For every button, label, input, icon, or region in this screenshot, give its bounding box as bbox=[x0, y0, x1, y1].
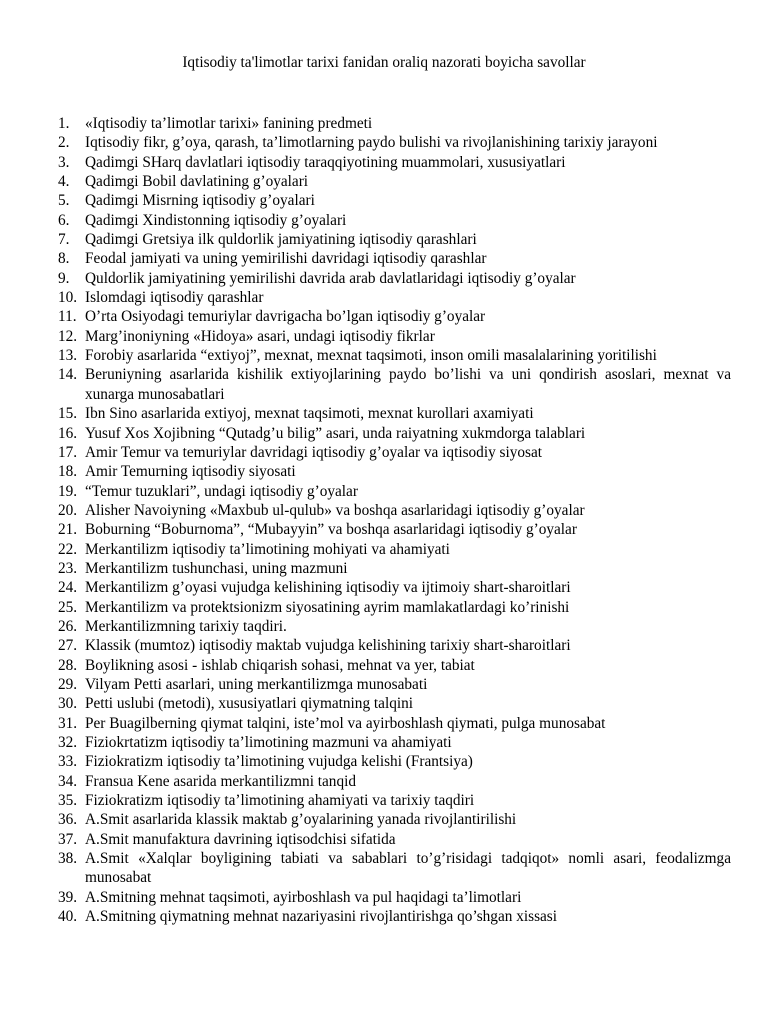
question-text: Marg’inoniyning «Hidoya» asari, undagi iqtisodiy fikrlar bbox=[85, 327, 435, 345]
question-number: 32. bbox=[58, 734, 78, 751]
question-number: 18. bbox=[58, 463, 78, 481]
question-text: “Temur tuzuklari”, undagi iqtisodiy g’oyalar bbox=[85, 482, 358, 500]
question-text: Qadimgi Misrning iqtisodiy g’oyalari bbox=[85, 192, 315, 210]
question-item bbox=[58, 346, 731, 365]
question-list bbox=[58, 114, 731, 926]
question-number: 15. bbox=[58, 405, 78, 423]
question-item bbox=[58, 462, 731, 481]
question-number: 20. bbox=[58, 501, 78, 519]
question-number: 12. bbox=[58, 327, 78, 345]
question-number: 24. bbox=[58, 579, 78, 597]
question-item bbox=[58, 172, 731, 191]
question-text: Fiziokratizm iqtisodiy ta’limotining ahamiyati va tarixiy taqdiri bbox=[85, 792, 475, 810]
question-item bbox=[58, 752, 731, 771]
question-number: 8. bbox=[58, 250, 70, 268]
question-item bbox=[58, 211, 731, 230]
question-number: 10. bbox=[58, 289, 78, 307]
question-item bbox=[58, 153, 731, 172]
question-item bbox=[58, 269, 731, 288]
question-item bbox=[58, 694, 731, 713]
question-text: Fransua Kene asarida merkantilizmni tanqid bbox=[85, 772, 357, 790]
question-item bbox=[58, 810, 731, 829]
question-item bbox=[58, 578, 731, 597]
question-number: 1. bbox=[58, 115, 70, 132]
question-number: 6. bbox=[58, 211, 70, 229]
question-text: Quldorlik jamiyatining yemirilishi davrida arab davlatlaridagi iqtisodiy g’oyalar bbox=[85, 269, 576, 287]
question-number: 27. bbox=[58, 637, 78, 655]
question-item bbox=[58, 830, 731, 849]
question-number: 3. bbox=[58, 153, 70, 171]
question-number: 14. bbox=[58, 366, 78, 384]
question-text: Petti uslubi (metodi), xususiyatlari qiymatning talqini bbox=[85, 695, 414, 713]
document-title: Iqtisodiy ta'limotlar tarixi fanidan oraliq nazorati boyicha savollar bbox=[182, 54, 586, 71]
question-text: Qadimgi Bobil davlatining g’oyalari bbox=[85, 173, 309, 191]
question-item bbox=[58, 888, 731, 907]
question-item bbox=[58, 772, 731, 791]
question-text: Yusuf Xos Xojibning “Qutadg’u bilig” asari, unda raiyatning xukmdorga talablari bbox=[85, 424, 586, 442]
question-item bbox=[58, 114, 731, 133]
question-item bbox=[58, 249, 731, 268]
question-number: 31. bbox=[58, 714, 78, 732]
question-number: 2. bbox=[58, 134, 70, 152]
question-text: Amir Temur va temuriylar davridagi iqtisodiy g’oyalar va iqtisodiy siyosat bbox=[85, 443, 543, 461]
question-text: Vilyam Petti asarlari, uning merkantilizmga munosabati bbox=[85, 675, 428, 693]
question-item bbox=[58, 559, 731, 578]
question-text: A.Smitning qiymatning mehnat nazariyasini rivojlantirishga qo’shgan xissasi bbox=[85, 908, 558, 926]
question-number: 23. bbox=[58, 559, 78, 577]
question-item bbox=[58, 636, 731, 655]
question-item bbox=[58, 327, 731, 346]
question-item bbox=[58, 501, 731, 520]
question-text: Fiziokratizm iqtisodiy ta’limotining vujudga kelishi (Frantsiya) bbox=[85, 753, 473, 771]
question-text: Qadimgi SHarq davlatlari iqtisodiy taraqqiyotining muammolari, xususiyatlari bbox=[85, 153, 566, 171]
question-item bbox=[58, 365, 731, 404]
question-text: A.Smit «Xalqlar boyligining tabiati va sabablari to’g’risidagi tadqiqot» nomli asari, feodalizmga munosabat bbox=[85, 850, 731, 887]
question-number: 11. bbox=[58, 308, 77, 326]
question-item bbox=[58, 443, 731, 462]
question-text: Merkantilizm g’oyasi vujudga kelishining iqtisodiy va ijtimoiy shart-sharoitlari bbox=[85, 579, 571, 597]
question-text: Merkantilizm va protektsionizm siyosatining ayrim mamlakatlardagi ko’rinishi bbox=[85, 598, 570, 616]
question-item bbox=[58, 791, 731, 810]
question-number: 26. bbox=[58, 617, 78, 635]
question-text: Beruniyning asarlarida kishilik extiyojlarining paydo bo’lishi va uni qondirish asoslari, mexnat va xunarga munosabatlari bbox=[85, 366, 731, 403]
question-item bbox=[58, 424, 731, 443]
question-item bbox=[58, 675, 731, 694]
question-item bbox=[58, 191, 731, 210]
question-number: 19. bbox=[58, 482, 78, 500]
question-item bbox=[58, 404, 731, 423]
question-text: A.Smitning mehnat taqsimoti, ayirboshlash va pul haqidagi ta’limotlari bbox=[85, 888, 522, 906]
question-number: 25. bbox=[58, 598, 78, 616]
question-item bbox=[58, 617, 731, 636]
question-text: Merkantilizmning tarixiy taqdiri. bbox=[85, 617, 287, 635]
question-item bbox=[58, 307, 731, 326]
question-text: Ibn Sino asarlarida extiyoj, mexnat taqsimoti, mexnat kurollari axamiyati bbox=[85, 405, 534, 423]
question-text: Forobiy asarlarida “extiyoj”, mexnat, mexnat taqsimoti, inson omili masalalarining yoritilishi bbox=[85, 347, 657, 365]
question-item bbox=[58, 482, 731, 501]
question-number: 17. bbox=[58, 443, 78, 461]
question-item bbox=[58, 288, 731, 307]
question-number: 34. bbox=[58, 772, 78, 790]
question-number: 33. bbox=[58, 753, 78, 771]
question-number: 38. bbox=[58, 850, 78, 868]
question-number: 16. bbox=[58, 424, 78, 442]
question-number: 7. bbox=[58, 231, 70, 249]
question-item bbox=[58, 230, 731, 249]
question-number: 4. bbox=[58, 173, 70, 191]
question-number: 35. bbox=[58, 792, 78, 810]
question-item bbox=[58, 540, 731, 559]
question-number: 29. bbox=[58, 675, 78, 693]
question-item bbox=[58, 656, 731, 675]
question-text: A.Smit manufaktura davrining iqtisodchisi sifatida bbox=[85, 830, 396, 848]
question-text: Fiziokrtatizm iqtisodiy ta’limotining mazmuni va ahamiyati bbox=[85, 734, 452, 751]
question-number: 9. bbox=[58, 269, 70, 287]
question-item bbox=[58, 714, 731, 733]
question-text: Qadimgi Gretsiya ilk quldorlik jamiyatining iqtisodiy qarashlari bbox=[85, 231, 477, 249]
question-number: 37. bbox=[58, 830, 78, 848]
question-item bbox=[58, 907, 731, 926]
question-item bbox=[58, 520, 731, 539]
question-number: 39. bbox=[58, 888, 78, 906]
question-number: 5. bbox=[58, 192, 70, 210]
question-text: Merkantilizm iqtisodiy ta’limotining mohiyati va ahamiyati bbox=[85, 540, 450, 558]
question-number: 28. bbox=[58, 656, 78, 674]
question-text: Iqtisodiy fikr, g’oya, qarash, ta’limotlarning paydo bulishi va rivojlanishining tarixiy jarayoni bbox=[85, 134, 658, 152]
question-item bbox=[58, 133, 731, 152]
question-text: Klassik (mumtoz) iqtisodiy maktab vujudga kelishining tarixiy shart-sharoitlari bbox=[85, 637, 571, 655]
question-text: Qadimgi Xindistonning iqtisodiy g’oyalari bbox=[85, 211, 347, 229]
question-item bbox=[58, 849, 731, 888]
question-text: Islomdagi iqtisodiy qarashlar bbox=[85, 289, 264, 307]
question-item bbox=[58, 733, 731, 752]
question-number: 36. bbox=[58, 811, 78, 829]
question-number: 22. bbox=[58, 540, 78, 558]
question-text: Boylikning asosi - ishlab chiqarish sohasi, mehnat va yer, tabiat bbox=[85, 656, 475, 674]
question-text: Merkantilizm tushunchasi, uning mazmuni bbox=[85, 559, 348, 577]
question-text: Amir Temurning iqtisodiy siyosati bbox=[85, 463, 296, 481]
question-number: 40. bbox=[58, 908, 78, 926]
question-item bbox=[58, 598, 731, 617]
question-text: Boburning “Boburnoma”, “Mubayyin” va boshqa asarlaridagi iqtisodiy g’oyalar bbox=[85, 521, 577, 539]
question-text: O’rta Osiyodagi temuriylar davrigacha bo’lgan iqtisodiy g’oyalar bbox=[85, 308, 486, 326]
question-number: 30. bbox=[58, 695, 78, 713]
question-text: A.Smit asarlarida klassik maktab g’oyalarining yanada rivojlantirilishi bbox=[85, 811, 517, 829]
question-text: Alisher Navoiyning «Maxbub ul-qulub» va boshqa asarlaridagi iqtisodiy g’oyalar bbox=[85, 501, 585, 519]
question-text: Feodal jamiyati va uning yemirilishi davridagi iqtisodiy qarashlar bbox=[85, 250, 487, 268]
question-number: 13. bbox=[58, 347, 78, 365]
question-text: Per Buagilberning qiymat talqini, iste’mol va ayirboshlash qiymati, pulga munosabat bbox=[85, 714, 606, 732]
question-text: «Iqtisodiy ta’limotlar tarixi» fanining predmeti bbox=[85, 115, 373, 132]
question-number: 21. bbox=[58, 521, 78, 539]
